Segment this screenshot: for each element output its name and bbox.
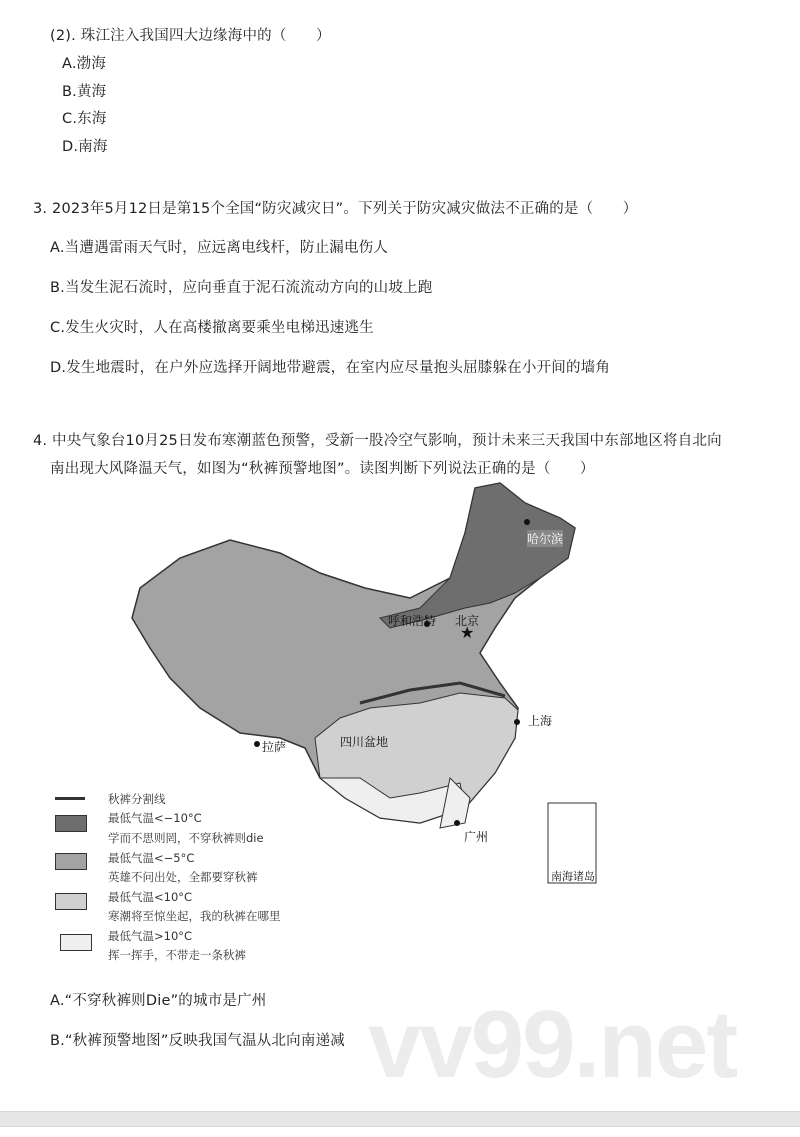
label-harbin: 哈尔滨 <box>527 532 564 546</box>
q4-stem-line1: 4. 中央气象台10月25日发布寒潮蓝色预警，受新一股冷空气影响，预计未来三天我国中东部地区将自北向 <box>33 433 722 449</box>
legend-label: 最低气温>10°C <box>108 929 193 943</box>
label-hohhot: 呼和浩特 <box>388 614 437 628</box>
q4-option-b: B.“秋裤预警地图”反映我国气温从北向南递减 <box>50 1033 345 1049</box>
legend-note: 英雄不问出处，全都要穿秋裤 <box>108 870 258 884</box>
label-lhasa: 拉萨 <box>262 740 287 754</box>
legend-swatch <box>55 815 87 832</box>
legend-line-swatch <box>55 797 85 800</box>
legend-label: 最低气温<−10°C <box>108 811 202 825</box>
watermark: vv99.net <box>368 991 737 1098</box>
label-shanghai: 上海 <box>528 714 553 728</box>
legend-swatch <box>55 893 87 910</box>
q4-option-a: A.“不穿秋裤则Die”的城市是广州 <box>50 993 267 1009</box>
q2-option-b: B.黄海 <box>62 84 107 100</box>
label-guangzhou: 广州 <box>464 830 489 844</box>
legend-label: 最低气温<−5°C <box>108 851 195 865</box>
page-separator <box>0 1111 800 1127</box>
label-beijing: 北京 <box>455 614 480 628</box>
q2-option-a: A.渤海 <box>62 56 107 72</box>
legend-label: 秋裤分割线 <box>108 792 166 806</box>
q3-option-c: C.发生火灾时，人在高楼撤离要乘坐电梯迅速逃生 <box>50 320 374 336</box>
beijing-star-icon: ★ <box>460 623 475 642</box>
legend-note: 学而不思则罔，不穿秋裤则die <box>108 831 264 845</box>
q3-stem: 3. 2023年5月12日是第15个全国“防灾减灾日”。下列关于防灾减灾做法不正确的是（ ） <box>33 201 638 217</box>
legend-label: 最低气温<10°C <box>108 890 193 904</box>
q4-stem-line2: 南出现大风降温天气，如图为“秋裤预警地图”。读图判断下列说法正确的是（ ） <box>50 461 595 477</box>
q2-option-c: C.东海 <box>62 111 107 127</box>
legend-swatch <box>55 853 87 870</box>
legend-note: 寒潮将至惊坐起，我的秋裤在哪里 <box>108 909 281 923</box>
legend-swatch <box>60 934 92 951</box>
q3-option-a: A.当遭遇雷雨天气时，应远离电线杆，防止漏电伤人 <box>50 240 389 256</box>
q2-stem: (2). 珠江注入我国四大边缘海中的（ ） <box>50 28 331 44</box>
label-south-sea-islands: 南海诸岛 <box>551 870 595 883</box>
q2-option-d: D.南海 <box>62 139 108 155</box>
q3-option-b: B.当发生泥石流时，应向垂直于泥石流流动方向的山坡上跑 <box>50 280 433 296</box>
q3-option-d: D.发生地震时，在户外应选择开阔地带避震，在室内应尽量抱头屈膝躲在小开间的墙角 <box>50 360 611 376</box>
legend-note: 挥一挥手，不带走一条秋裤 <box>108 948 246 962</box>
label-sichuan-basin: 四川盆地 <box>340 735 389 749</box>
